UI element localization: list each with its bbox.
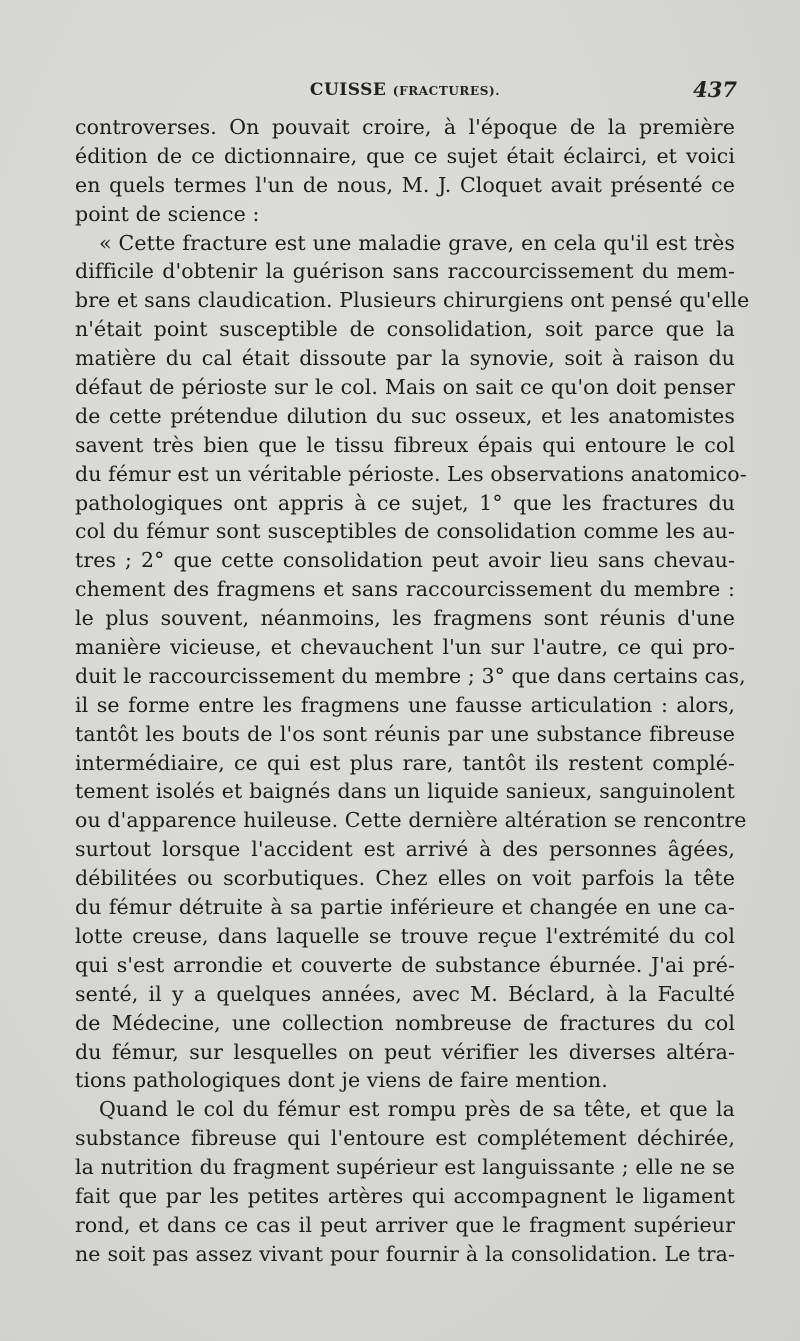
text-line: débilitées ou scorbutiques. Chez elles on voit parfois la tête [75,866,735,891]
text-line: surtout lorsque l'accident est arrivé à des personnes âgées, [75,837,735,862]
text-line: point de science : [75,201,260,226]
text-line: col du fémur sont susceptibles de consolidation comme les au- [75,519,735,544]
text-line: tions pathologiques dont je viens de faire mention. [75,1068,608,1093]
page-number: 437 [693,77,737,102]
text-line: intermédiaire, ce qui est plus rare, tantôt ils restent complé- [75,750,735,775]
text-line: édition de ce dictionnaire, que ce sujet était éclairci, et voici [75,143,735,168]
text-line: ou d'apparence huileuse. Cette dernière altération se rencontre [75,808,747,833]
text-line: le plus souvent, néanmoins, les fragmens sont réunis d'une [75,606,735,631]
running-title [75,80,735,100]
text-line: tement isolés et baignés dans un liquide sanieux, sanguinolent [75,779,735,804]
text-line: matière du cal était dissoute par la synovie, soit à raison du [75,346,735,371]
text-line: défaut de périoste sur le col. Mais on sait ce qu'on doit penser [75,375,735,400]
text-line: tantôt les bouts de l'os sont réunis par une substance fibreuse [75,721,735,746]
text-line: ne soit pas assez vivant pour fournir à la consolidation. Le tra- [75,1241,735,1266]
text-line: senté, il y a quelques années, avec M. Béclard, à la Faculté [75,981,735,1006]
text-line: de Médecine, une collection nombreuse de fractures du col [75,1010,735,1035]
text-line: substance fibreuse qui l'entoure est complétement déchirée, [75,1126,735,1151]
text-line: « Cette fracture est une maladie grave, en cela qu'il est très [99,230,735,255]
text-line: duit le raccourcissement du membre ; 3° que dans certains cas, [75,663,746,688]
text-line: du fémur détruite à sa partie inférieure et changée en une ca- [75,895,735,920]
running-title-sub: (FRACTURES). [392,84,501,98]
text-line: Quand le col du fémur est rompu près de sa tête, et que la [99,1097,735,1122]
text-line: du fémur est un véritable périoste. Les observations anatomico- [75,461,747,486]
text-line: savent très bien que le tissu fibreux épais qui entoure le col [75,432,735,457]
text-line: fait que par les petites artères qui accompagnent le ligament [75,1183,735,1208]
body-text [75,113,750,1269]
text-line: lotte creuse, dans laquelle se trouve reçue l'extrémité du col [75,923,735,948]
text-line: difficile d'obtenir la guérison sans raccourcissement du mem- [75,259,735,284]
text-line: en quels termes l'un de nous, M. J. Cloquet avait présenté ce [75,172,735,197]
text-line: du fémur, sur lesquelles on peut vérifier les diverses altéra- [75,1039,735,1064]
text-line: manière vicieuse, et chevauchent l'un sur l'autre, ce qui pro- [75,635,735,660]
text-line: pathologiques ont appris à ce sujet, 1° que les fractures du [75,490,735,515]
text-line: bre et sans claudication. Plusieurs chirurgiens ont pensé qu'elle [75,288,750,313]
text-line: controverses. On pouvait croire, à l'époque de la première [75,115,735,139]
text-line: il se forme entre les fragmens une fausse articulation : alors, [75,692,735,717]
running-title-main: CUISSE [309,80,387,100]
running-head [75,77,737,110]
text-line: rond, et dans ce cas il peut arriver que le fragment supérieur [75,1212,735,1237]
text-line: qui s'est arrondie et couverte de substance éburnée. J'ai pré- [75,952,735,977]
text-line: de cette prétendue dilution du suc osseux, et les anatomistes [75,403,735,428]
text-line: chement des fragmens et sans raccourcissement du membre : [75,577,735,602]
text-line: tres ; 2° que cette consolidation peut avoir lieu sans chevau- [75,548,735,573]
text-line: la nutrition du fragment supérieur est languissante ; elle ne se [75,1155,735,1180]
text-line: n'était point susceptible de consolidation, soit parce que la [75,317,735,342]
